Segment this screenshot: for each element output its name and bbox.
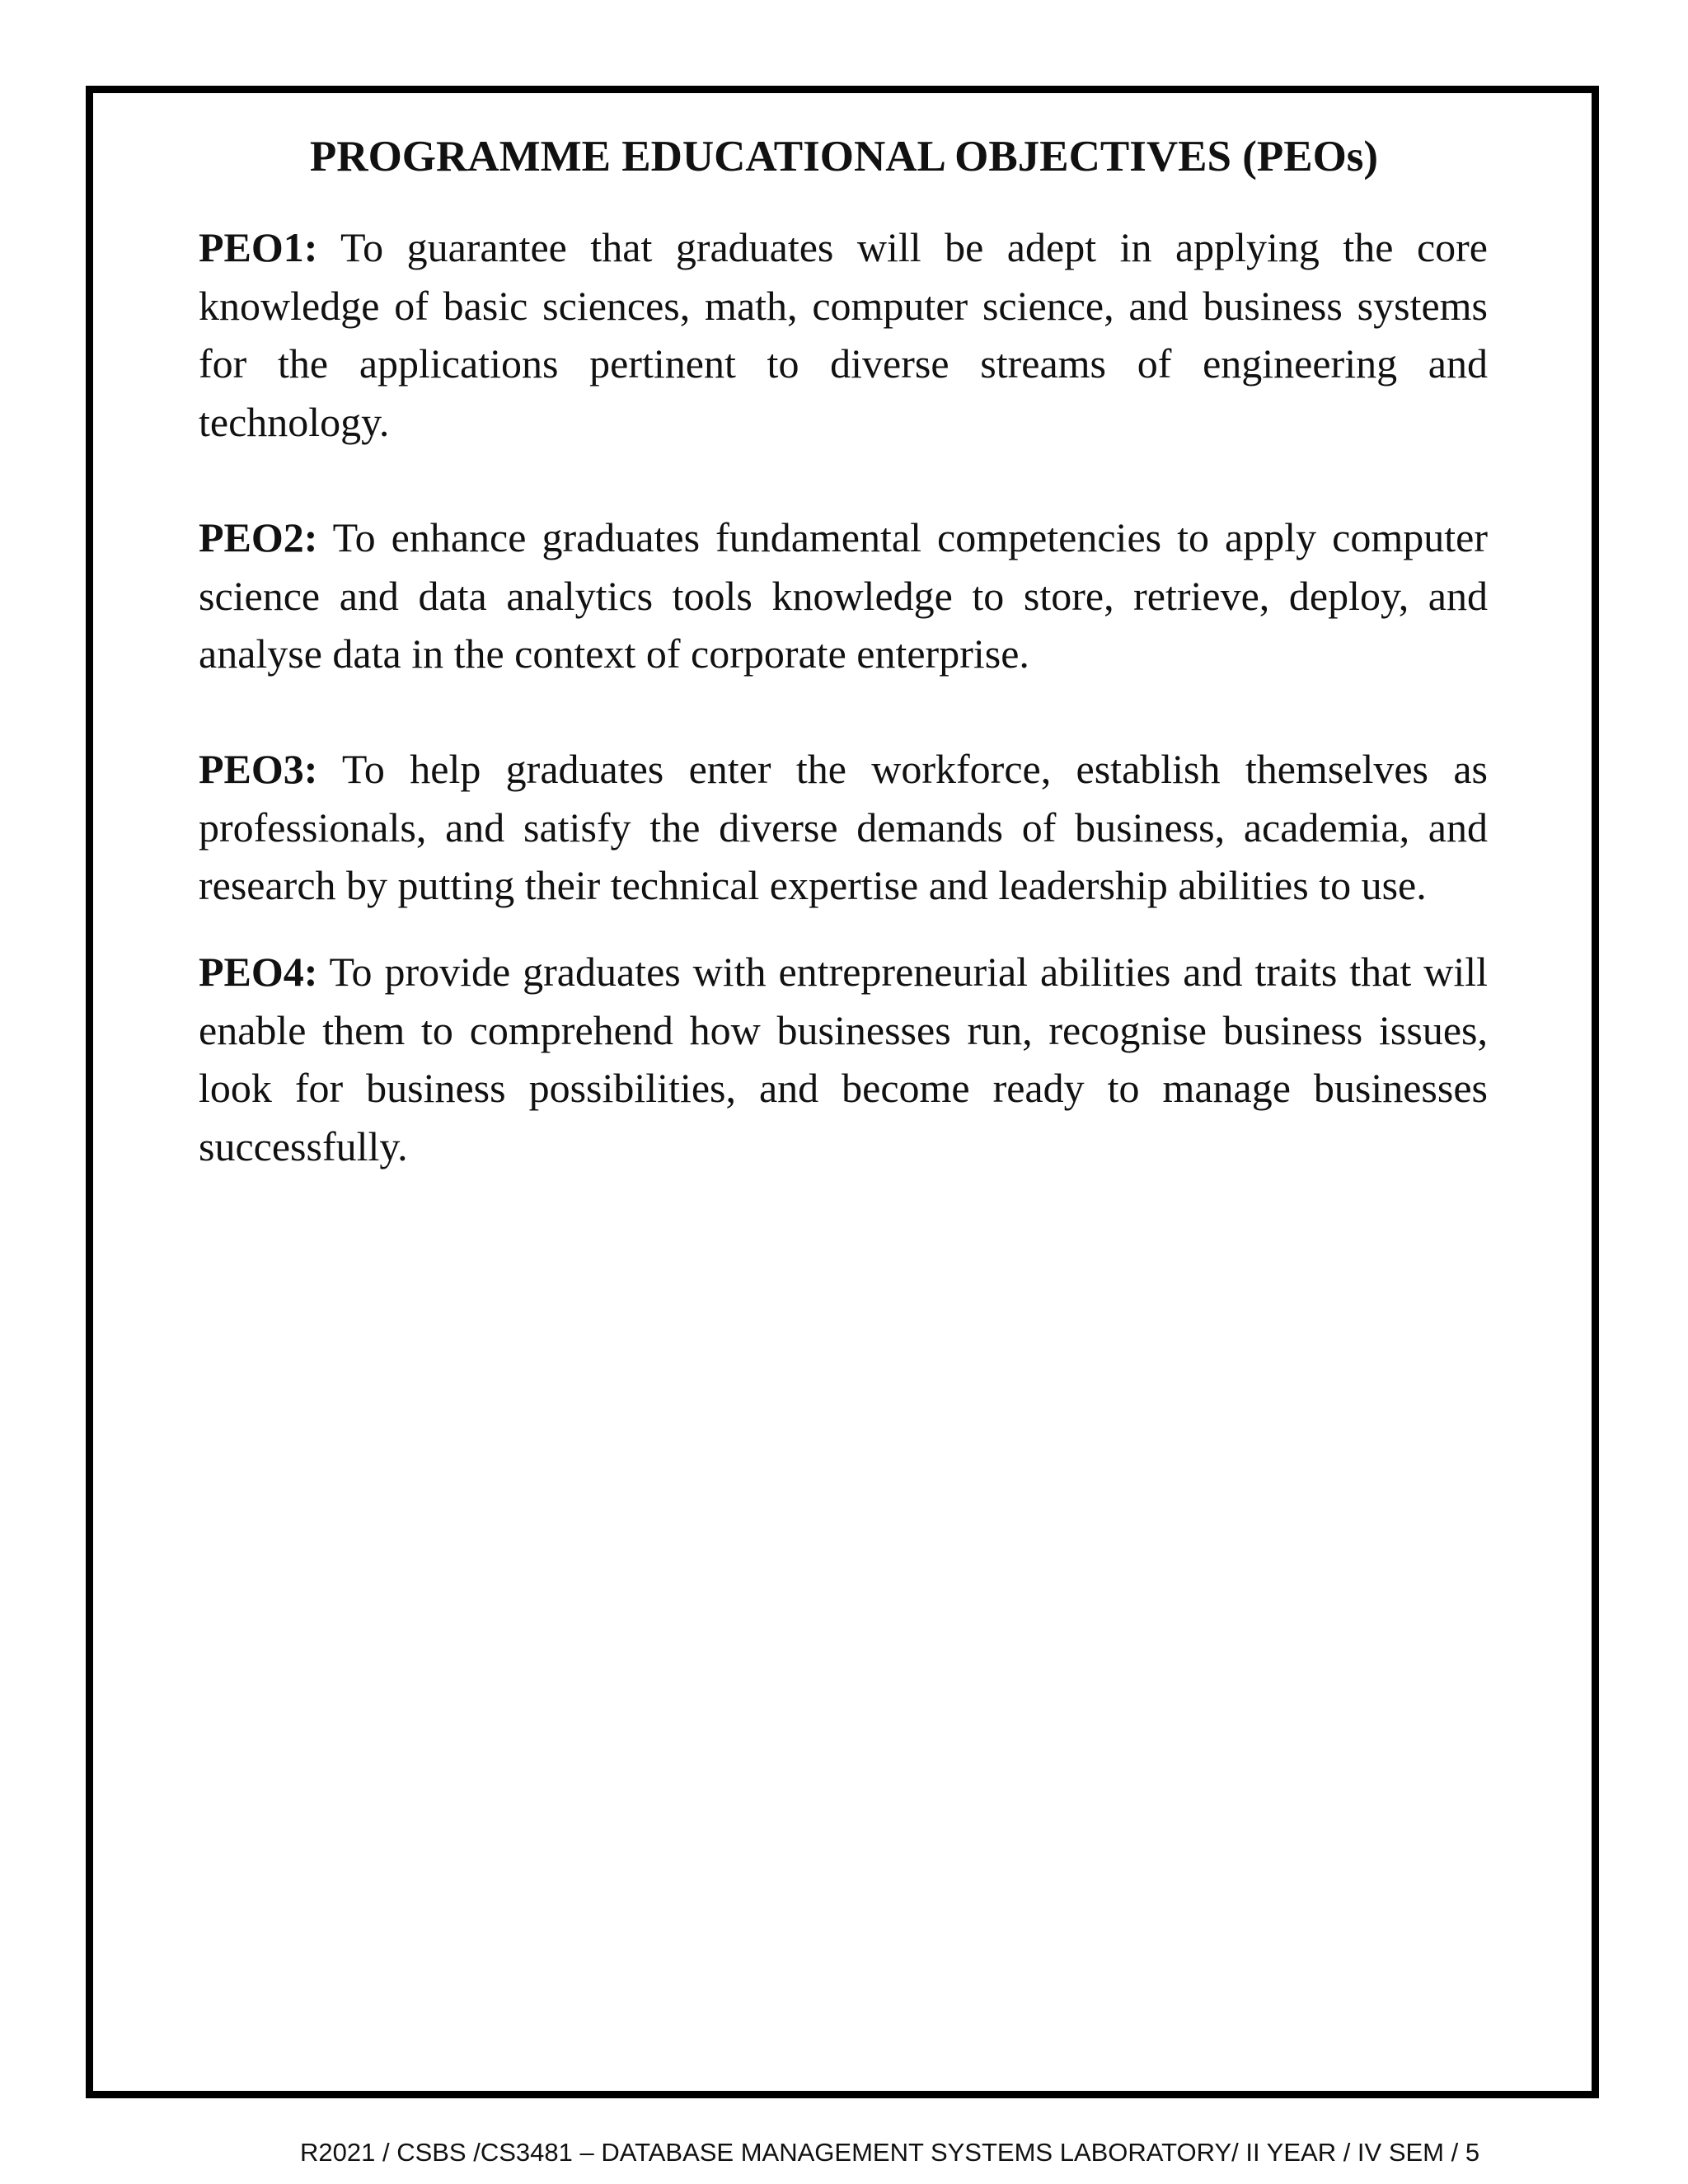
- peo-2-paragraph: [199, 509, 1488, 683]
- peo-3-paragraph: [199, 740, 1488, 915]
- peo-3-label: PEO3:: [199, 746, 318, 792]
- peo-2-label: PEO2:: [199, 514, 318, 560]
- peo-4-label: PEO4:: [199, 949, 318, 995]
- peo-4-text: To provide graduates with entrepreneurial abilities and traits that will enable them to comprehend how businesses run, recognise business issues, look for business possibilities, and become ready to manage businesses successfully.: [199, 949, 1488, 1169]
- peo-4-paragraph: [199, 943, 1488, 1175]
- peo-2-text: To enhance graduates fundamental competencies to apply computer science and data analytics tools knowledge to store, retrieve, deploy, and analyse data in the context of corporate enterprise.: [199, 514, 1488, 677]
- page-title: PROGRAMME EDUCATIONAL OBJECTIVES (PEOs): [309, 133, 1379, 180]
- peo-1-label: PEO1:: [199, 224, 318, 270]
- page-footer: R2021 / CSBS /CS3481 – DATABASE MANAGEMENT SYSTEMS LABORATORY/ II YEAR / IV SEM / 5: [300, 2138, 1480, 2167]
- peo-1-text: To guarantee that graduates will be adept in applying the core knowledge of basic sciences, math, computer science, and business systems for the applications pertinent to diverse streams of engineering and technology.: [199, 224, 1488, 445]
- peo-3-text: To help graduates enter the workforce, establish themselves as professionals, and satisfy the diverse demands of business, academia, and research by putting their technical expertise and leadership abilities to use.: [199, 746, 1488, 908]
- peo-1-paragraph: [199, 218, 1488, 451]
